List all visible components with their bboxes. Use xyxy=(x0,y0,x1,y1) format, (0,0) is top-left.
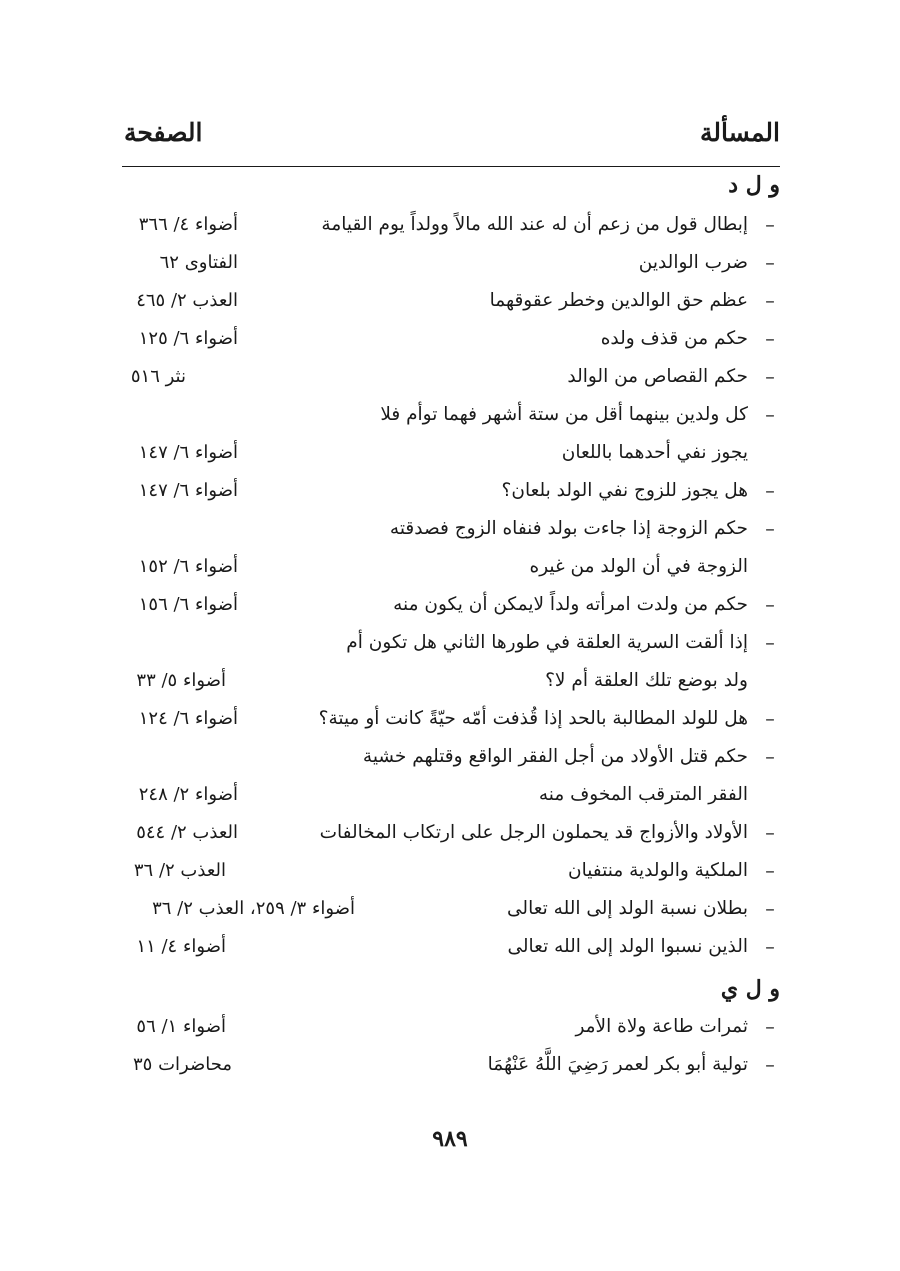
entry-reference: أضواء ٦/ ١٤٧ xyxy=(138,442,238,463)
index-entry xyxy=(0,860,900,898)
entry-dash: – xyxy=(765,518,775,540)
entry-dash: – xyxy=(765,480,775,502)
index-entry xyxy=(0,1016,900,1054)
entry-dash: – xyxy=(765,214,775,236)
index-entry xyxy=(0,404,900,442)
entry-topic: ثمرات طاعة ولاة الأمر xyxy=(575,1016,748,1037)
entry-reference: أضواء ٣/ ٢٥٩، العذب ٢/ ٣٦ xyxy=(152,898,355,919)
entry-topic: بطلان نسبة الولد إلى الله تعالى xyxy=(507,898,748,919)
entry-reference: أضواء ٤/ ١١ xyxy=(136,936,226,957)
entry-topic: هل يجوز للزوج نفي الولد بلعان؟ xyxy=(501,480,748,501)
entry-dash: – xyxy=(765,328,775,350)
entry-dash: – xyxy=(765,632,775,654)
entry-topic: يجوز نفي أحدهما باللعان xyxy=(561,442,748,463)
entry-reference: محاضرات ٣٥ xyxy=(133,1054,232,1075)
page-column-heading: الصفحة xyxy=(124,118,203,147)
entry-reference: العذب ٢/ ٤٦٥ xyxy=(136,290,238,311)
entry-dash: – xyxy=(765,936,775,958)
entry-topic: حكم من قذف ولده xyxy=(600,328,748,349)
entry-reference: الفتاوى ٦٢ xyxy=(159,252,238,273)
entry-dash: – xyxy=(765,1054,775,1076)
entry-topic: ضرب الوالدين xyxy=(638,252,748,273)
entry-reference: أضواء ٦/ ١٥٢ xyxy=(138,556,238,577)
entry-topic: الذين نسبوا الولد إلى الله تعالى xyxy=(507,936,748,957)
index-entry xyxy=(0,1054,900,1092)
entry-topic: الفقر المترقب المخوف منه xyxy=(538,784,748,805)
entry-dash: – xyxy=(765,822,775,844)
entry-dash: – xyxy=(765,252,775,274)
index-entry xyxy=(0,898,900,936)
entry-topic: كل ولدين بينهما أقل من ستة أشهر فهما توأم فلا xyxy=(380,404,748,425)
index-entry xyxy=(0,708,900,746)
entry-topic: هل للولد المطالبة بالحد إذا قُذفت أمّه حيّةً كانت أو ميتة؟ xyxy=(318,708,748,729)
index-entry xyxy=(0,252,900,290)
entry-topic: حكم القصاص من الوالد xyxy=(567,366,748,387)
entry-reference: أضواء ٦/ ١٢٤ xyxy=(138,708,238,729)
entry-dash: – xyxy=(765,708,775,730)
root-heading-wld: و ل د xyxy=(728,172,780,198)
index-entry xyxy=(0,290,900,328)
entry-dash: – xyxy=(765,594,775,616)
index-entry-continuation xyxy=(0,784,900,822)
entry-reference: أضواء ٦/ ١٤٧ xyxy=(138,480,238,501)
entry-reference: أضواء ٥/ ٣٣ xyxy=(136,670,226,691)
entry-dash: – xyxy=(765,404,775,426)
entry-topic: حكم من ولدت امرأته ولداً لايمكن أن يكون منه xyxy=(393,594,748,615)
index-entry xyxy=(0,366,900,404)
entry-topic: ولد بوضع تلك العلقة أم لا؟ xyxy=(545,670,748,691)
page-number: ٩٨٩ xyxy=(432,1126,468,1152)
entry-topic: حكم قتل الأولاد من أجل الفقر الواقع وقتلهم خشية xyxy=(362,746,748,767)
index-header xyxy=(122,118,780,167)
index-entry-continuation xyxy=(0,442,900,480)
entry-topic: عظم حق الوالدين وخطر عقوقهما xyxy=(489,290,748,311)
entry-topic: إذا ألقت السرية العلقة في طورها الثاني هل تكون أم xyxy=(346,632,748,653)
index-entry xyxy=(0,594,900,632)
index-entry xyxy=(0,328,900,366)
entry-topic: إبطال قول من زعم أن له عند الله مالاً وولداً يوم القيامة xyxy=(321,214,748,235)
issue-column-heading: المسألة xyxy=(700,118,780,147)
entry-reference: أضواء ٦/ ١٢٥ xyxy=(138,328,238,349)
index-entry-continuation xyxy=(0,670,900,708)
entry-dash: – xyxy=(765,860,775,882)
entry-reference: أضواء ٦/ ١٥٦ xyxy=(138,594,238,615)
entry-topic: حكم الزوجة إذا جاءت بولد فنفاه الزوج فصدقته xyxy=(389,518,748,539)
entry-reference: أضواء ٤/ ٣٦٦ xyxy=(138,214,238,235)
entry-dash: – xyxy=(765,746,775,768)
entry-reference: أضواء ١/ ٥٦ xyxy=(136,1016,226,1037)
entry-reference: أضواء ٢/ ٢٤٨ xyxy=(138,784,238,805)
index-entry xyxy=(0,936,900,974)
entry-dash: – xyxy=(765,366,775,388)
index-entry xyxy=(0,480,900,518)
entry-reference: نثر ٥١٦ xyxy=(130,366,186,387)
index-entry xyxy=(0,518,900,556)
entry-dash: – xyxy=(765,290,775,312)
entry-reference: العذب ٢/ ٥٤٤ xyxy=(136,822,238,843)
entry-topic: الملكية والولدية منتفيان xyxy=(568,860,748,881)
entry-dash: – xyxy=(765,1016,775,1038)
index-entry-continuation xyxy=(0,556,900,594)
index-entry xyxy=(0,822,900,860)
entry-dash: – xyxy=(765,898,775,920)
entry-topic: الأولاد والأزواج قد يحملون الرجل على ارتكاب المخالفات xyxy=(319,822,748,843)
entry-topic: الزوجة في أن الولد من غيره xyxy=(529,556,748,577)
root-heading-wly: و ل ي xyxy=(720,976,780,1002)
index-entry xyxy=(0,746,900,784)
index-entry xyxy=(0,214,900,252)
index-entry xyxy=(0,632,900,670)
entry-reference: العذب ٢/ ٣٦ xyxy=(133,860,226,881)
entry-topic: تولية أبو بكر لعمر رَضِيَ اللَّهُ عَنْهُمَا xyxy=(487,1054,748,1075)
